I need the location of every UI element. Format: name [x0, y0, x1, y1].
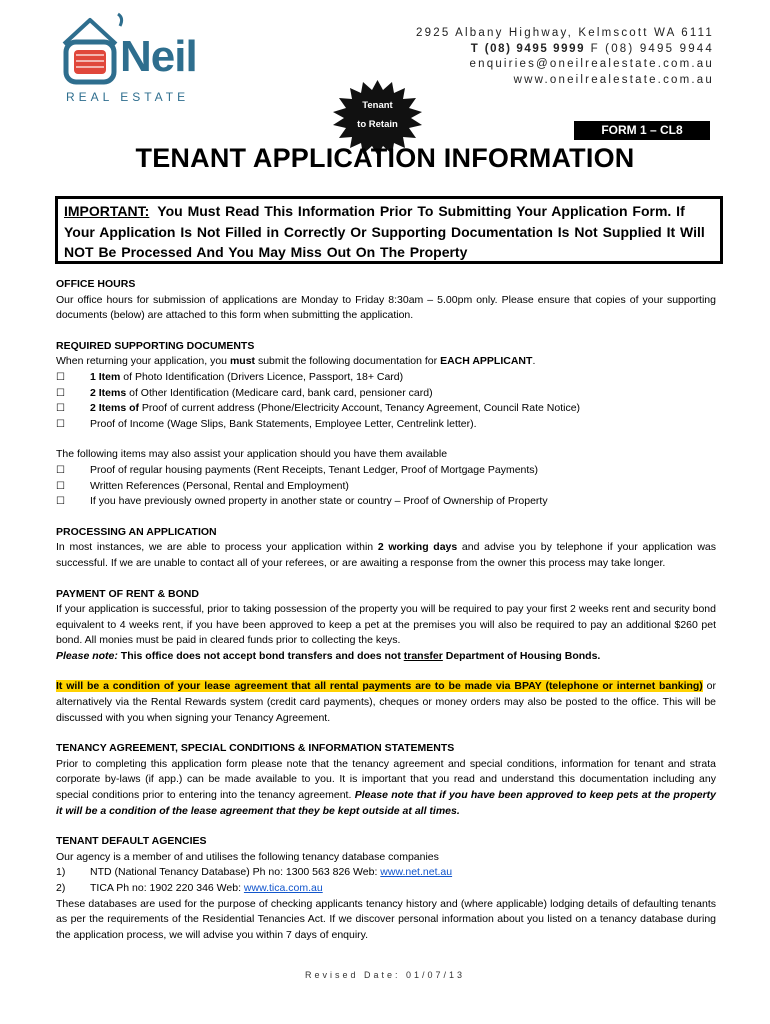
list-item: 1) NTD (National Tenancy Database) Ph no: 1300 563 826 Web: www.net.net.au — [56, 866, 453, 879]
form-id-box: FORM 1 – CL8 — [574, 121, 710, 140]
list-item: ☐ 1 Item of Photo Identification (Drivers Licence, Passport, 18+ Card) — [56, 370, 716, 386]
payment-text: If your application is successful, prior to taking possession of the property you will be required to pay your first 2 weeks rent and security bond equivalent to 4 weeks rent, if you have been approved to keep a pet at the premises you will also be required to pay an additional $260 pet bond. All monies must be paid in cleared funds prior to collecting the keys. — [56, 603, 716, 647]
list-item: ☐ 2 Items of Other Identification (Medicare card, bank card, pensioner card) — [56, 386, 716, 402]
bpay-section — [56, 679, 716, 726]
tenancy-text: Prior to completing this application form please note that the tenancy agreement and special conditions, information for tenant and strata corporate by-laws (if app.) can be made available to you. It is important that you read and understand this documentation including any special conditions prior to entering into the tenancy agreement. Please note that if you have been approved to keep pets at the property it will be a condition of the lease agreement that they be kept outside at all times. — [56, 757, 717, 817]
bpay-text: or alternatively via the Rental Rewards system (credit card payments), cheques or money orders may also be posted to the office. This will be discussed with you when signing your Tenancy Agreement. — [56, 680, 716, 724]
tenancy-section — [56, 741, 716, 819]
phone-label: T — [470, 42, 480, 55]
list-item: ☐ If you have previously owned property in another state or country – Proof of Ownership of Property — [56, 494, 716, 510]
office-hours-text: Our office hours for submission of applications are Monday to Friday 8:30am – 5.00pm only. Please ensure that copies of your supporting documents (below) are attached to this form when submitting the application. — [56, 293, 716, 322]
company-logo — [58, 10, 218, 102]
checkbox-icon: ☐ — [56, 464, 65, 476]
payment-section — [56, 587, 716, 665]
required-docs-section — [56, 339, 716, 433]
tica-link[interactable]: www.tica.com.au — [243, 882, 323, 894]
required-docs-heading: REQUIRED SUPPORTING DOCUMENTS — [56, 339, 255, 352]
website: www.oneilrealestate.com.au — [513, 73, 714, 86]
processing-section — [56, 525, 716, 572]
payment-heading: PAYMENT OF RENT & BOND — [56, 587, 199, 600]
processing-heading: PROCESSING AN APPLICATION — [56, 525, 217, 538]
badge-line-2: to Retain — [357, 119, 398, 130]
revised-date-footer: Revised Date: 01/07/13 — [304, 970, 466, 980]
logo-tagline: REAL ESTATE — [66, 90, 190, 104]
badge-line-1: Tenant — [362, 100, 393, 111]
optional-docs-section — [56, 447, 716, 509]
page-title: TENANT APPLICATION INFORMATION — [135, 143, 635, 173]
important-notice — [55, 196, 723, 264]
checkbox-icon: ☐ — [56, 480, 65, 492]
list-item: ☐ 2 Items of Proof of current address (Phone/Electricity Account, Tenancy Agreement, Council Rate Notice) — [56, 401, 716, 417]
agencies-intro: Our agency is a member of and utilises the following tenancy database companies — [56, 850, 439, 863]
checkbox-icon: ☐ — [56, 418, 65, 430]
list-item: ☐ Proof of regular housing payments (Rent Receipts, Tenant Ledger, Proof of Mortgage Payments) — [56, 463, 716, 479]
required-docs-intro: When returning your application, you must submit the following documentation for EACH APPLICANT. — [56, 355, 536, 368]
checkbox-icon: ☐ — [56, 496, 65, 508]
email: enquiries@oneilrealestate.com.au — [469, 58, 714, 70]
agencies-text: These databases are used for the purpose of checking applicants tenancy history and (where applicable) lodging details of defaulting tenants as per the requirements of the Residential Tenancies Act. If we discover personal information about you listed on a tenancy database during the application process, we will advise you within 7 days of enquiry. — [56, 897, 716, 941]
important-label: IMPORTANT: — [64, 203, 150, 219]
ntd-link[interactable]: www.net.net.au — [380, 866, 453, 879]
bpay-highlight: It will be a condition of your lease agreement that all rental payments are to be made via BPAY (telephone or internet banking) — [56, 680, 703, 693]
processing-text: In most instances, we are able to process your application within 2 working days and advise you by telephone if your application was successful. If we are unable to contact all of your referees, or are awaiting a response from the owner this process may take longer. — [56, 541, 717, 569]
document-body — [56, 277, 716, 943]
optional-docs-intro: The following items may also assist your application should you have them available — [56, 448, 448, 461]
office-hours-heading: OFFICE HOURS — [56, 278, 136, 290]
logo-wordmark: Neil — [120, 32, 197, 81]
office-hours-section — [56, 277, 716, 324]
tenancy-heading: TENANCY AGREEMENT, SPECIAL CONDITIONS & INFORMATION STATEMENTS — [56, 742, 455, 755]
payment-note: Please note: This office does not accept bond transfers and does not transfer Department of Housing Bonds. — [56, 649, 601, 662]
phone-number: (08) 9495 9999 — [484, 42, 586, 55]
contact-block — [416, 26, 714, 88]
list-item: 2) TICA Ph no: 1902 220 346 Web: www.tica.com.au — [56, 882, 323, 894]
agencies-section — [56, 834, 716, 943]
fax-number: F (08) 9495 9944 — [590, 42, 714, 55]
checkbox-icon: ☐ — [56, 403, 65, 415]
list-item: ☐ Proof of Income (Wage Slips, Bank Statements, Employee Letter, Centrelink letter). — [56, 417, 716, 433]
phone-line — [416, 42, 714, 58]
list-item: ☐ Written References (Personal, Rental and Employment) — [56, 479, 716, 495]
checkbox-icon: ☐ — [56, 387, 65, 399]
important-text: You Must Read This Information Prior To Submitting Your Application Form. If Your Application Is Not Filled in Correctly Or Supporting Documentation Is Not Supplied It Will NOT Be Processed And You May Miss Out On The Property — [64, 203, 705, 260]
agencies-heading: TENANT DEFAULT AGENCIES — [56, 835, 207, 848]
checkbox-icon: ☐ — [56, 371, 65, 383]
address: 2925 Albany Highway, Kelmscott WA 6111 — [416, 27, 714, 39]
